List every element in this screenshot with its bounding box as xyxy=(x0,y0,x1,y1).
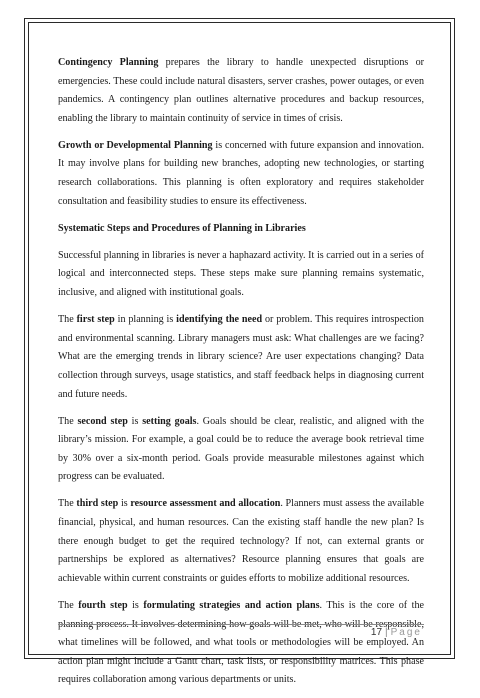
page-label: Page xyxy=(390,627,422,638)
text-fragment: The xyxy=(58,314,77,326)
text-fragment: is xyxy=(127,415,143,427)
term-resource-assessment: resource assessment and allocation xyxy=(130,498,281,510)
section-heading: Systematic Steps and Procedures of Planning in Libraries xyxy=(58,222,306,234)
term-third-step: third step xyxy=(76,498,119,510)
term-setting-goals: setting goals xyxy=(142,415,197,427)
term-first-step: first step xyxy=(76,314,115,326)
paragraph-first-step xyxy=(58,311,424,404)
text-fragment: is xyxy=(127,599,144,611)
paragraph-third-step xyxy=(58,495,424,588)
page-footer xyxy=(371,627,422,638)
paragraph-text: . This is the core of the planning process. It involves determining how goals will be met, who will be responsible, what timelines will be followed, and what tools or methodologies will be employed. An action plan might include a Gantt chart, task lists, or responsibility matrices. This phase requires collaboration among various departments or units. xyxy=(58,599,424,686)
document-body xyxy=(58,54,424,698)
page-number: 17 xyxy=(370,627,383,638)
term-fourth-step: fourth step xyxy=(78,599,128,611)
term-identifying-need: identifying the need xyxy=(176,314,263,326)
paragraph-fourth-step xyxy=(58,597,424,690)
paragraph-text: . Planners must assess the available financial, physical, and human resources. Can the existing staff handle the new plan? Is there enough budget to get the required technology? If not, can external grants or partnerships be explored as alternatives? Resource planning ensures that goals are achievable within current constraints or guides efforts to mobilize additional resources. xyxy=(58,498,425,584)
term-second-step: second step xyxy=(77,415,128,427)
footer-separator: | xyxy=(385,627,388,638)
paragraph-intro: Successful planning in libraries is never a haphazard activity. It is carried out in a series of logical and interconnected steps. These steps make sure planning remains systematic, inclusive, and aligned with institutional goals. xyxy=(58,249,424,299)
text-fragment: is xyxy=(118,498,131,510)
term-growth-planning: Growth or Developmental Planning xyxy=(58,139,213,151)
paragraph-text: is concerned with future expansion and innovation. It may involve plans for building new branches, adopting new technologies, or starting research collaborations. This planning is often exploratory and requires stakeholder consultation and feasibility studies to ensure its effectiveness. xyxy=(58,139,424,207)
text-fragment: The xyxy=(58,415,78,427)
term-contingency-planning: Contingency Planning xyxy=(58,57,159,68)
paragraph-growth-planning xyxy=(58,137,424,211)
footer-divider xyxy=(58,624,424,625)
text-fragment: The xyxy=(58,599,79,611)
paragraph-contingency-planning xyxy=(58,54,424,128)
text-fragment: The xyxy=(58,498,77,510)
term-formulating-strategies: formulating strategies and action plans xyxy=(143,599,320,611)
text-fragment: in planning is xyxy=(114,314,177,326)
paragraph-text: prepares the library to handle unexpected disruptions or emergencies. These could include natural disasters, server crashes, power outages, or even pandemics. A contingency plan outlines alternative procedures and backup resources, enabling the library to maintain continuity of service in times of crisis. xyxy=(58,57,424,124)
paragraph-text: or problem. This requires introspection and environmental scanning. Library managers must ask: What challenges are we facing? What are the emerging trends in library science? Are user expectations changing? Data collection through surveys, usage statistics, and staff feedback helps in diagnosing current and future needs. xyxy=(58,314,424,400)
paragraph-second-step xyxy=(58,413,424,487)
paragraph-text: . Goals should be clear, realistic, and aligned with the library’s mission. For example, a goal could be to reduce the average book retrieval time by 30% over a six-month period. Goals provide measurable milestones against which progress can be evaluated. xyxy=(58,415,424,483)
